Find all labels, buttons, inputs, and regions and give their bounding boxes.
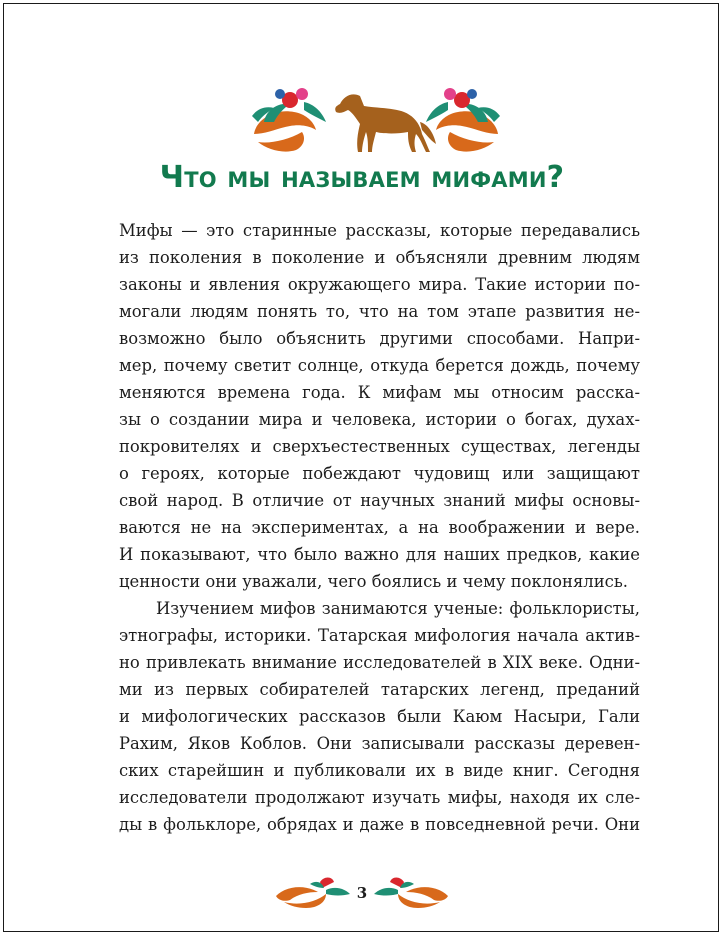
text-line: из поколения в поколение и объясняли древним людям	[119, 248, 640, 267]
book-page	[3, 3, 719, 932]
right-flower-icon	[426, 88, 500, 152]
text-line: ми из первых собирателей татарских легенд, преданий	[119, 680, 640, 699]
horse-icon	[335, 94, 436, 152]
text-line: зы о создании мира и человека, истории о богах, духах-	[119, 410, 640, 429]
text-line: ценности они уважали, чего боялись и чему поклонялись.	[119, 572, 628, 591]
text-line: и мифологических рассказов были Каюм Насыри, Гали	[119, 707, 640, 726]
text-line: этнографы, историки. Татарская мифология начала актив-	[119, 626, 640, 645]
text-line: исследователи продолжают изучать мифы, находя их сле-	[119, 788, 640, 807]
text-line: меняются времена года. К мифам мы относим расска-	[119, 383, 640, 402]
page-number: 3	[356, 884, 368, 902]
text-line: законы и явления окружающего мира. Такие истории по-	[119, 275, 640, 294]
text-line: ваются не на экспериментах, а на воображении и вере.	[119, 518, 640, 537]
text-line: ды в фольклоре, обрядах и даже в повседневной речи. Они	[119, 815, 640, 834]
paragraph-2	[119, 595, 640, 838]
left-flower-icon	[252, 88, 326, 152]
text-line: могали людям понять то, что на том этапе развития не-	[119, 302, 640, 321]
paragraph-1	[119, 217, 640, 595]
text-line: Рахим, Яков Коблов. Они записывали рассказы деревен-	[119, 734, 640, 753]
horse-floral-ornament-icon	[244, 82, 508, 154]
text-line: о героях, которые побеждают чудовищ или защищают	[119, 464, 640, 483]
body-text	[119, 217, 640, 838]
text-line: возможно было объяснить другими способами. Напри-	[119, 329, 640, 348]
text-line: мер, почему светит солнце, откуда берется дождь, почему	[119, 356, 640, 375]
page-title: Что мы называем мифами?	[159, 160, 565, 195]
text-line: ских старейшин и публиковали их в виде книг. Сегодня	[119, 761, 640, 780]
text-line: покровителях и сверхъестественных существах, легенды	[119, 437, 640, 456]
text-line: И показывают, что было важно для наших предков, какие	[119, 545, 640, 564]
text-line: Изучением мифов занимаются ученые: фольклористы,	[156, 599, 640, 618]
text-line: Мифы — это старинные рассказы, которые передавались	[119, 221, 640, 240]
text-line: но привлекать внимание исследователей в XIX веке. Одни-	[119, 653, 640, 672]
text-line: свой народ. В отличие от научных знаний мифы основы-	[119, 491, 640, 510]
